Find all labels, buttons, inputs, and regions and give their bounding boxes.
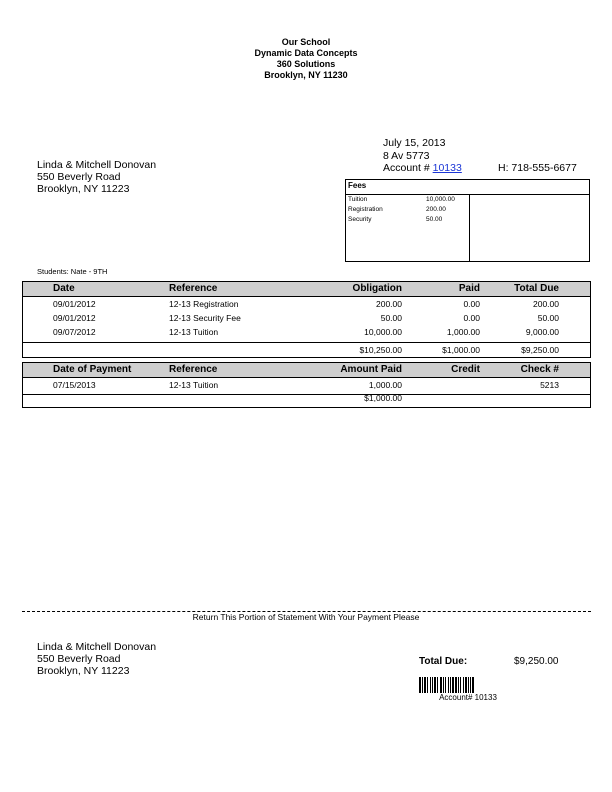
barcode-bar	[437, 677, 438, 693]
fee-value: 10,000.00	[426, 196, 455, 203]
payments-totals-row	[22, 393, 591, 408]
barcode-bar	[443, 677, 444, 693]
cell-paid: 0.00	[463, 299, 480, 309]
col-credit: Credit	[451, 364, 480, 375]
barcode-bar	[427, 677, 428, 693]
remit-recipient-city: Brooklyn, NY 11223	[37, 665, 130, 677]
fee-value: 200.00	[426, 206, 446, 213]
col-reference: Reference	[169, 283, 218, 294]
cell-date: 09/07/2012	[53, 327, 96, 337]
barcode-bar	[450, 677, 451, 693]
barcode-bar	[430, 677, 431, 693]
fee-label: Tuition	[348, 196, 368, 203]
barcode-bar	[465, 677, 467, 693]
fee-label: Registration	[348, 206, 383, 213]
recipient-address	[37, 159, 156, 195]
col-date-of-payment: Date of Payment	[53, 364, 132, 375]
barcode-bar	[472, 677, 474, 693]
recipient-city: Brooklyn, NY 11223	[37, 183, 130, 195]
account-label: Account #	[383, 162, 430, 174]
hebrew-date: 8 Av 5773	[383, 149, 430, 162]
statement-info	[383, 137, 462, 175]
barcode-bar	[434, 677, 436, 693]
table-row	[23, 311, 590, 325]
barcode-bar	[458, 677, 459, 693]
cell-total-due: 50.00	[537, 313, 559, 323]
cell-reference: 12-13 Security Fee	[169, 313, 241, 323]
barcode-bar	[452, 677, 454, 693]
col-reference: Reference	[169, 364, 218, 375]
cell-date: 09/01/2012	[53, 313, 96, 323]
remit-recipient-street: 550 Beverly Road	[37, 653, 121, 665]
barcode	[419, 677, 505, 693]
payments-table	[22, 362, 591, 395]
barcode-bar	[424, 677, 426, 693]
barcode-bar	[460, 677, 461, 693]
barcode-bar	[440, 677, 442, 693]
statement-date: July 15, 2013	[383, 137, 446, 149]
col-date: Date	[53, 283, 75, 294]
barcode-bar	[422, 677, 423, 693]
return-instruction: Return This Portion of Statement With Your Payment Please	[192, 612, 420, 622]
cell-paid: 0.00	[463, 313, 480, 323]
cell-obligation: 50.00	[380, 313, 402, 323]
col-total-due: Total Due	[514, 283, 559, 294]
account-number-link[interactable]: 10133	[432, 162, 462, 174]
remit-address	[37, 641, 156, 677]
cell-obligation: 10,000.00	[364, 327, 402, 337]
col-check-number: Check #	[520, 364, 559, 375]
recipient-street: 550 Beverly Road	[37, 171, 121, 183]
total-amount-paid: $1,000.00	[364, 393, 402, 403]
table-row	[23, 297, 590, 311]
cell-amount-paid: 1,000.00	[368, 380, 402, 390]
barcode-bar	[448, 677, 449, 693]
cell-check-number: 5213	[540, 380, 559, 390]
cell-date: 07/15/2013	[53, 380, 96, 390]
charges-totals-row	[23, 343, 590, 357]
cell-reference: 12-13 Tuition	[169, 327, 219, 337]
barcode-bar	[445, 677, 446, 693]
cell-obligation: 200.00	[376, 299, 402, 309]
charges-table	[22, 281, 591, 358]
cell-reference: 12-13 Tuition	[169, 380, 219, 390]
school-line-2: Dynamic Data Concepts	[254, 48, 358, 58]
fees-title: Fees	[348, 181, 367, 190]
barcode-bar	[432, 677, 433, 693]
school-line-3: 360 Solutions	[276, 59, 336, 69]
total-obligation: $10,250.00	[359, 345, 402, 355]
cell-reference: 12-13 Registration	[169, 299, 239, 309]
remit-recipient-name: Linda & Mitchell Donovan	[37, 641, 157, 653]
total-due: $9,250.00	[521, 345, 559, 355]
barcode-bar	[455, 677, 457, 693]
school-header	[0, 37, 612, 81]
payments-header-row	[23, 363, 590, 378]
fee-label: Security	[348, 216, 372, 223]
charges-header-row	[23, 282, 590, 297]
barcode-bar	[470, 677, 471, 693]
col-amount-paid: Amount Paid	[340, 364, 402, 375]
remit-total-value: $9,250.00	[514, 656, 559, 667]
barcode-bar	[419, 677, 421, 693]
cell-total-due: 9,000.00	[525, 327, 559, 337]
fees-column-divider	[469, 194, 470, 261]
fees-divider	[346, 194, 589, 195]
cell-total-due: 200.00	[533, 299, 559, 309]
total-paid: $1,000.00	[442, 345, 480, 355]
col-paid: Paid	[458, 283, 480, 294]
cell-paid: 1,000.00	[446, 327, 480, 337]
account-line	[383, 162, 462, 175]
fees-box	[345, 179, 590, 262]
students-label: Students: Nate - 9TH	[37, 267, 108, 276]
fee-value: 50.00	[426, 216, 443, 223]
barcode-bar	[463, 677, 464, 693]
home-phone: H: 718-555-6677	[498, 162, 577, 174]
school-city: Brooklyn, NY 11230	[264, 70, 348, 80]
barcode-caption: Account# 10133	[439, 693, 497, 702]
barcode-bar	[468, 677, 469, 693]
school-name: Our School	[281, 37, 331, 47]
table-row	[23, 325, 590, 343]
col-obligation: Obligation	[352, 283, 402, 294]
cell-date: 09/01/2012	[53, 299, 96, 309]
recipient-name: Linda & Mitchell Donovan	[37, 159, 157, 171]
remit-total-label: Total Due:	[419, 656, 468, 667]
